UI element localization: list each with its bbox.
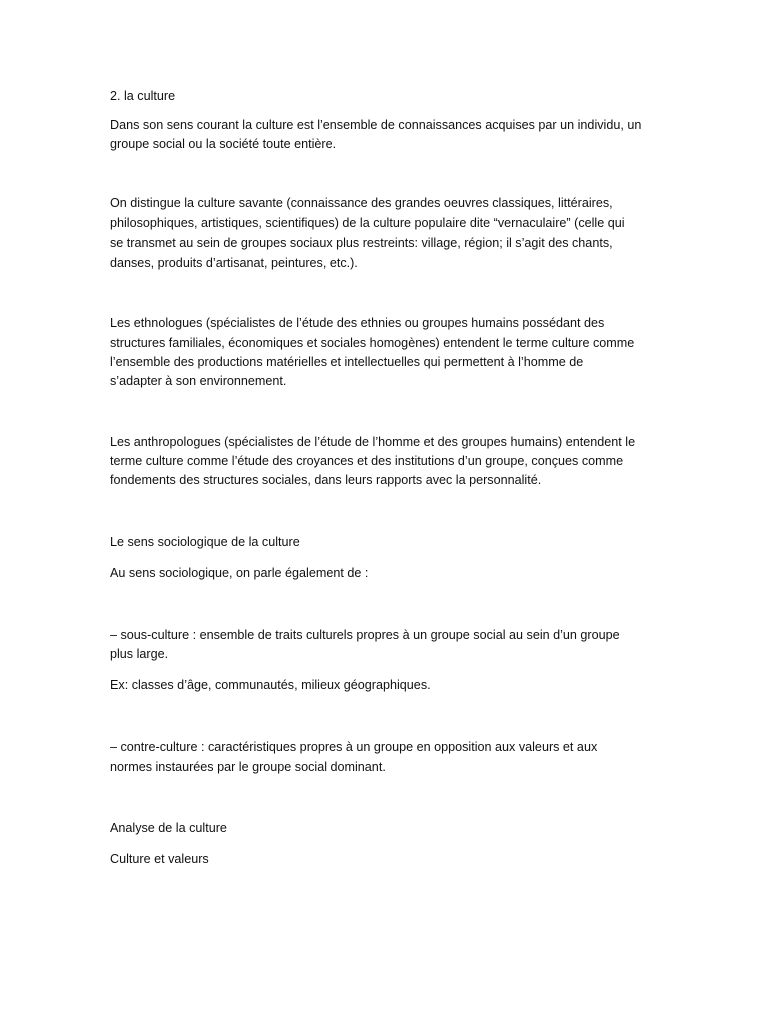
list-item-counterculture-continued: normes instaurées par le groupe social dominant. xyxy=(110,760,386,774)
list-item-counterculture: – contre-culture : caractéristiques propres à un groupe en opposition aux valeurs et aux xyxy=(110,740,598,754)
paragraph-line: se transmet au sein de groupes sociaux plus restreints: village, région; il s’agit des chants, xyxy=(110,236,613,250)
list-item-subculture: – sous-culture : ensemble de traits culturels propres à un groupe social au sein d’un groupe xyxy=(110,628,620,642)
section-heading: 2. la culture xyxy=(110,89,176,103)
paragraph-line: l’ensemble des productions matérielles et intellectuelles qui permettent à l’homme de xyxy=(110,355,584,369)
paragraph-line: groupe social ou la société toute entière. xyxy=(110,137,337,151)
paragraph-line: Les anthropologues (spécialistes de l’étude de l’homme et des groupes humains) entendent le xyxy=(110,435,636,449)
list-item-subculture-continued: plus large. xyxy=(110,647,169,661)
example-line: Ex: classes d’âge, communautés, milieux géographiques. xyxy=(110,678,431,692)
paragraph-line: Les ethnologues (spécialistes de l’étude des ethnies ou groupes humains possédant des xyxy=(110,316,605,330)
subheading-sociological-sense: Le sens sociologique de la culture xyxy=(110,535,300,549)
paragraph-line: structures familiales, économiques et sociales homogènes) entendent le terme culture comme xyxy=(110,336,635,350)
paragraph-line: fondements des structures sociales, dans leurs rapports avec la personnalité. xyxy=(110,473,542,487)
paragraph-line: Au sens sociologique, on parle également de : xyxy=(110,566,369,580)
paragraph-line: terme culture comme l’étude des croyances et des institutions d’un groupe, conçues comme xyxy=(110,454,624,468)
paragraph-line: Dans son sens courant la culture est l’ensemble de connaissances acquises par un individu, un xyxy=(110,118,642,132)
paragraph-line: s’adapter à son environnement. xyxy=(110,374,287,388)
paragraph-line: philosophiques, artistiques, scientifiques) de la culture populaire dite “vernaculaire” (celle qui xyxy=(110,216,625,230)
subheading-culture-analysis: Analyse de la culture xyxy=(110,821,227,835)
paragraph-line: danses, produits d’artisanat, peintures, etc.). xyxy=(110,256,358,270)
paragraph-line: On distingue la culture savante (connaissance des grandes oeuvres classiques, littéraires, xyxy=(110,196,613,210)
subheading-culture-values: Culture et valeurs xyxy=(110,852,209,866)
